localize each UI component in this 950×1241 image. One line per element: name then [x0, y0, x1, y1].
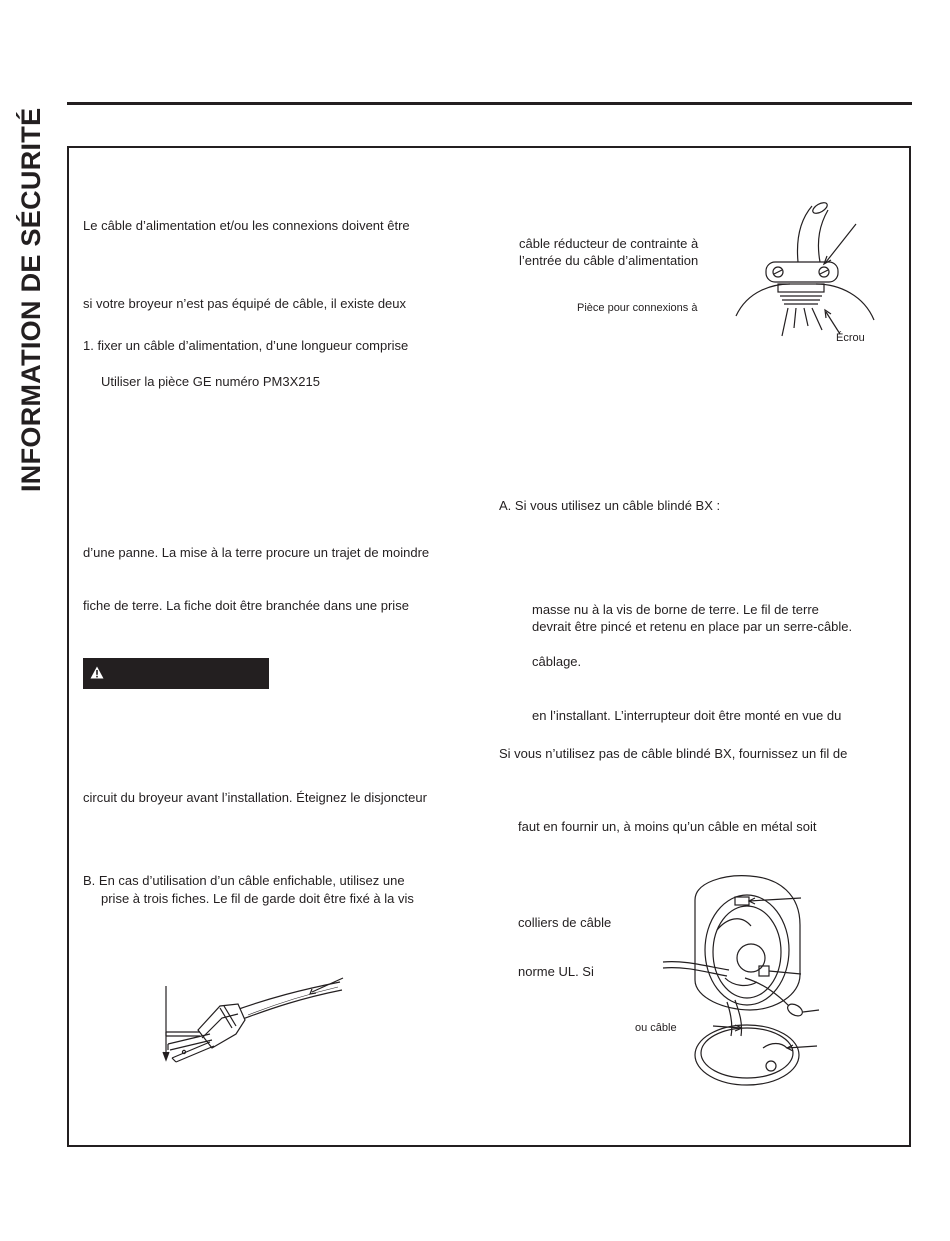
left-paragraph-3: 1. fixer un câble d’alimentation, d’une longueur comprise — [83, 338, 409, 353]
section-b-paragraph-1: Si vous n’utilisez pas de câble blindé BX, fournissez un fil de — [499, 746, 848, 761]
section-a-item-1-line-2: devrait être pincé et retenu en place par un serre-câble. — [532, 619, 853, 634]
section-a-item-1-line-1: masse nu à la vis de borne de terre. Le fil de terre — [532, 602, 819, 617]
fig1-label-1: câble réducteur de contrainte à — [519, 236, 699, 251]
three-prong-plug-illustration — [150, 968, 360, 1068]
left-paragraph-8-line-2: prise à trois fiches. Le fil de garde doit être fixé à la vis — [101, 891, 414, 906]
section-a-item-3: en l’installant. L’interrupteur doit être monté en vue du — [532, 708, 842, 723]
left-paragraph-2: si votre broyeur n’est pas équipé de câble, il existe deux — [83, 296, 407, 311]
warning-banner — [83, 658, 269, 689]
fig1-label-3: Pièce pour connexions à — [577, 302, 698, 314]
left-paragraph-5: d’une panne. La mise à la terre procure un trajet de moindre — [83, 545, 430, 560]
fig1-label-4: Écrou — [836, 332, 865, 344]
section-b-paragraph-2: faut en fournir un, à moins qu’un câble en métal soit — [518, 819, 817, 834]
section-a-heading: A. Si vous utilisez un câble blindé BX : — [499, 498, 721, 513]
fig3-label-1: colliers de câble — [518, 915, 612, 930]
strain-relief-illustration — [730, 200, 880, 340]
disposer-wiring-illustration — [655, 870, 825, 1090]
sidebar-title: INFORMATION DE SÉCURITÉ — [16, 107, 46, 492]
fig1-label-2: l’entrée du câble d’alimentation — [519, 253, 699, 268]
left-paragraph-6: fiche de terre. La fiche doit être branchée dans une prise — [83, 598, 409, 613]
top-rule — [67, 102, 912, 105]
left-paragraph-4: Utiliser la pièce GE numéro PM3X215 — [101, 374, 320, 389]
warning-triangle-icon — [90, 666, 104, 679]
left-paragraph-7: circuit du broyeur avant l’installation. Éteignez le disjoncteur — [83, 790, 427, 805]
fig3-label-2: norme UL. Si — [518, 964, 594, 979]
section-a-item-2: câblage. — [532, 654, 582, 669]
left-paragraph-1: Le câble d’alimentation et/ou les connexions doivent être — [83, 218, 410, 233]
left-paragraph-8-line-1: B. En cas d’utilisation d’un câble enfichable, utilisez une — [83, 873, 405, 888]
fig3-label-3: ou câble — [635, 1022, 677, 1034]
